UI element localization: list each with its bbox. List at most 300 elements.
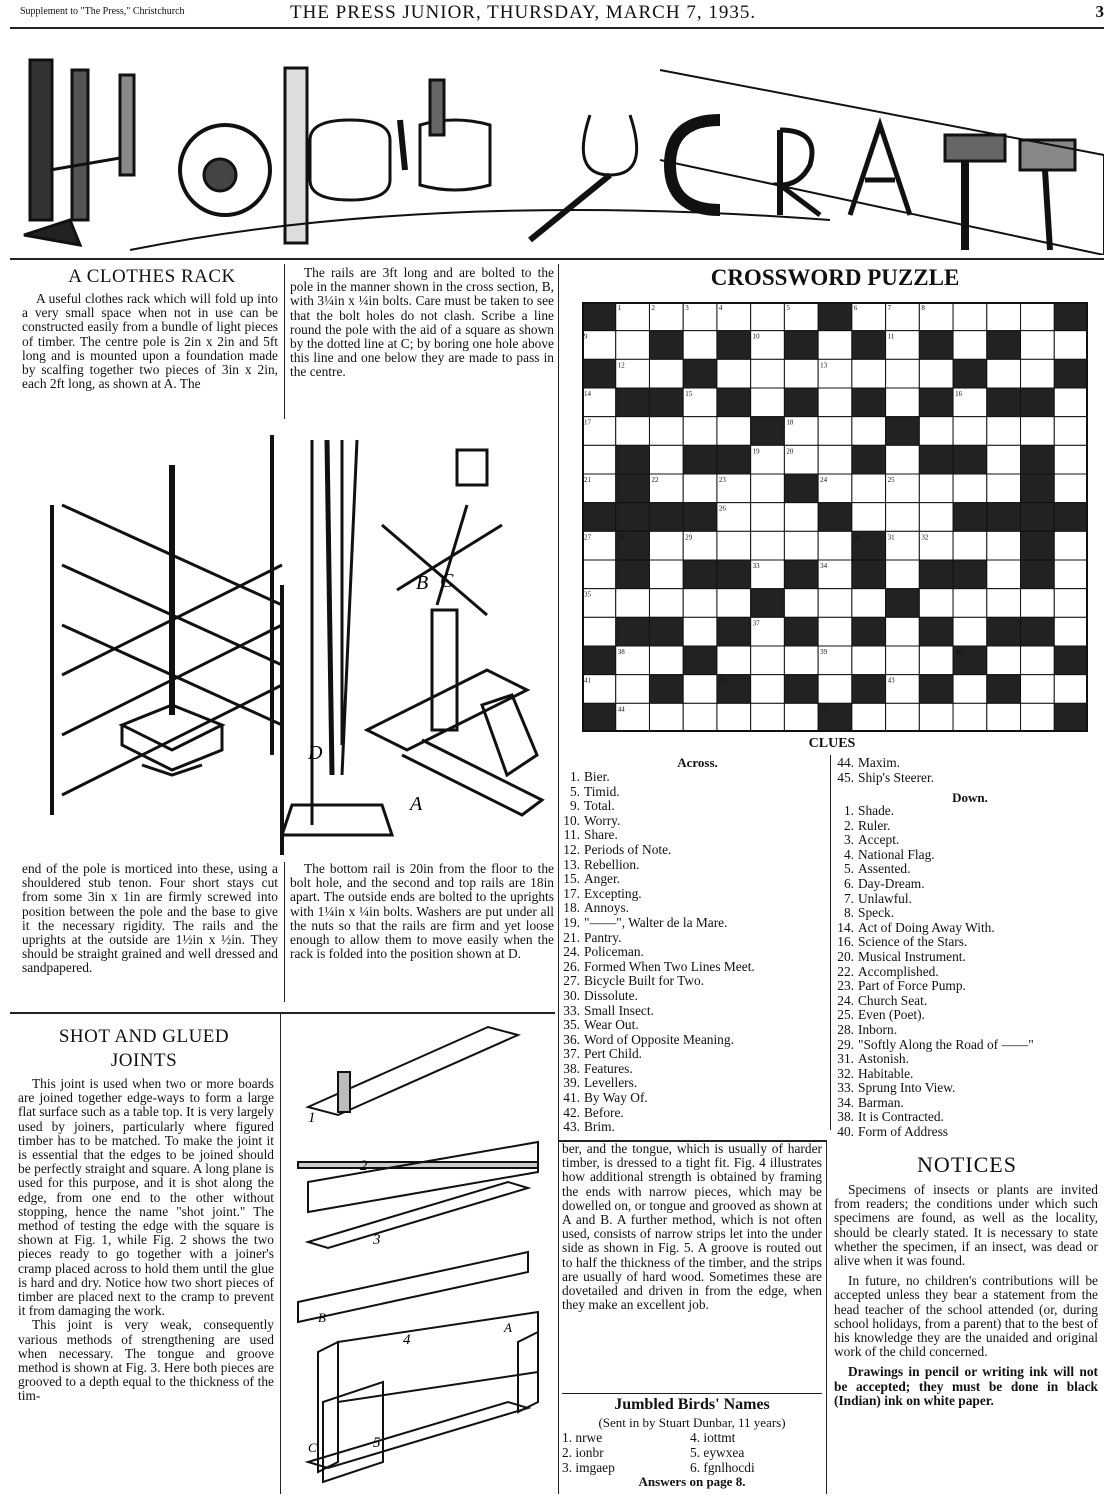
across-clue [558,887,823,902]
grid-cell[interactable] [784,646,818,675]
grid-cell[interactable] [1054,617,1088,646]
clue-text: Rebellion. [584,856,640,872]
crossword-grid [582,302,1088,732]
grid-cell[interactable] [852,589,886,618]
across-clue [558,901,823,916]
grid-cell[interactable] [1054,445,1088,474]
black-cell [852,388,886,417]
black-cell [818,302,852,331]
grid-cell[interactable] [1054,560,1088,589]
across-clue [558,1106,823,1121]
black-cell [1054,646,1088,675]
grid-cell[interactable] [953,589,987,618]
notices-paragraph-3: Drawings in pencil or writing ink will not be accepted; they must be done in black (Indian) ink on white paper. [834,1364,1098,1408]
down-clue [832,906,1102,921]
black-cell [818,503,852,532]
grid-cell[interactable] [717,531,751,560]
grid-cell[interactable] [784,589,818,618]
column-rule [284,264,285,419]
down-clue [832,950,1102,965]
grid-number: 37 [752,619,760,628]
grid-cell[interactable] [987,417,1021,446]
joints-paragraph-2: This joint is very weak, consequently various methods of strengthening are used when necessary. The tongue and groove method is shown at Fig. 3. Here both pieces are grooved to a depth equal to the thickness of the tim- [18,1317,274,1404]
section-rule [562,1393,822,1394]
jumbled-item-2: 2. ionbr [562,1445,604,1460]
fig-label-a: A [504,1320,512,1335]
across-clue [558,843,823,858]
grid-cell[interactable] [886,503,920,532]
clue-number: 28. [837,1021,854,1037]
clue-number: 19. [563,914,580,930]
grid-cell[interactable] [886,617,920,646]
black-cell [784,388,818,417]
black-cell [1054,359,1088,388]
joints-text-1 [18,1077,274,1404]
clue-number: 35. [563,1017,580,1033]
clue-number: 20. [837,948,854,964]
grid-cell[interactable] [751,703,785,732]
down-clue [832,892,1102,907]
across-clue [558,1091,823,1106]
clue-text: Part of Force Pump. [858,978,966,994]
grid-cell[interactable] [919,417,953,446]
grid-cell[interactable] [683,474,717,503]
clue-number: 43. [563,1119,580,1135]
black-cell [953,445,987,474]
clothes-rack-figure [22,425,556,855]
clue-text: Sprung Into View. [858,1080,956,1096]
grid-cell[interactable] [784,531,818,560]
grid-number: 4 [718,304,723,312]
grid-cell[interactable] [852,503,886,532]
grid-cell[interactable] [1021,675,1055,704]
clue-text: "——", Walter de la Mare. [584,914,728,930]
grid-cell[interactable] [987,589,1021,618]
fig-label-5: 5 [373,1435,381,1451]
grid-cell[interactable] [649,359,683,388]
black-cell [616,617,650,646]
grid-number: 3 [685,304,689,312]
grid-cell[interactable] [616,675,650,704]
grid-cell[interactable] [818,445,852,474]
black-cell [1054,503,1088,532]
clue-number: 1. [569,769,580,784]
grid-cell[interactable] [649,445,683,474]
grid-cell[interactable] [1021,359,1055,388]
grid-number: 42 [718,676,726,685]
black-cell [919,445,953,474]
clue-text: Brim. [584,1119,615,1135]
supplement-line: Supplement to "The Press," Christchurch [20,6,185,17]
grid-cell[interactable] [1054,417,1088,446]
notices-heading: NOTICES [917,1152,1017,1177]
header-rule [10,27,1104,29]
black-cell [649,675,683,704]
grid-cell[interactable] [1021,646,1055,675]
black-cell [683,359,717,388]
fig-label-a: A [410,793,423,815]
across-clue [558,1120,823,1135]
grid-number: 19 [752,447,760,456]
black-cell [751,589,785,618]
black-cell [852,560,886,589]
grid-number: 23 [718,476,726,484]
clue-text: Church Seat. [858,992,928,1008]
black-cell [1054,703,1088,732]
black-cell [649,388,683,417]
across-clue [558,960,823,975]
grid-cell[interactable] [751,474,785,503]
grid-cell[interactable] [1054,474,1088,503]
clue-text: Form of Address [858,1124,949,1140]
clue-text: Musical Instrument. [858,948,966,964]
grid-cell[interactable] [818,675,852,704]
clue-number: 39. [563,1075,580,1091]
grid-cell[interactable] [649,560,683,589]
banner-rule [10,258,1104,260]
grid-cell[interactable] [919,359,953,388]
down-clue [832,1125,1102,1140]
down-clue [832,1052,1102,1067]
hobbycraft-banner [10,30,1104,255]
clue-text: Annoys. [584,900,630,916]
grid-cell[interactable] [1021,703,1055,732]
down-clue [832,848,1102,863]
grid-cell[interactable] [852,359,886,388]
grid-cell[interactable] [1054,531,1088,560]
black-cell [1021,445,1055,474]
grid-cell[interactable] [1021,331,1055,360]
grid-number: 2 [651,304,655,312]
grid-cell[interactable] [717,359,751,388]
jumbled-heading: Jumbled Birds' Names [614,1396,770,1413]
clue-text: Accept. [858,832,900,848]
grid-cell[interactable] [987,474,1021,503]
grid-number: 45 [820,705,828,714]
black-cell [987,617,1021,646]
grid-number: 20 [786,447,794,456]
clue-number: 16. [837,934,854,950]
grid-cell[interactable] [852,703,886,732]
grid-cell[interactable] [987,646,1021,675]
clue-text: Inborn. [858,1021,898,1037]
clue-text: Small Insect. [584,1002,654,1018]
across-clue [558,770,823,785]
black-cell [784,560,818,589]
black-cell [852,617,886,646]
clue-text: Dissolute. [584,987,638,1003]
across-clue [558,945,823,960]
grid-number: 11 [887,332,895,341]
grid-number: 18 [786,418,794,427]
grid-cell[interactable] [1054,388,1088,417]
grid-cell[interactable] [818,417,852,446]
grid-number: 26 [718,504,726,513]
grid-cell[interactable] [953,531,987,560]
clothes-rack-text-4: The bottom rail is 20in from the floor to the bolt hole, and the second and top rails are 18in apart. The outside ends are bolted to the uprights with 1¼in x ¼in bolts. Washers are put under all the nuts so that the rails are firm and yet loose enough to allow them to move easily when the rack is folded into the position shown at D. [290,861,554,962]
clue-text: Science of the Stars. [858,934,968,950]
down-clue-list [832,804,1102,1140]
grid-cell[interactable] [852,417,886,446]
clue-text: Total. [584,798,615,814]
black-cell [717,617,751,646]
jumbled-item-5: 5. eywxea [690,1445,745,1460]
grid-cell[interactable] [919,589,953,618]
black-cell [987,503,1021,532]
grid-cell[interactable] [953,417,987,446]
clue-number: 17. [563,885,580,901]
down-clue [832,1096,1102,1111]
clue-text: Even (Poet). [858,1007,925,1023]
clue-text: Share. [584,827,618,843]
clue-text: Habitable. [858,1065,914,1081]
grid-cell[interactable] [683,675,717,704]
black-cell [1021,617,1055,646]
grid-number: 15 [685,390,693,398]
clue-number: 31. [837,1051,854,1067]
grid-number: 34 [820,562,828,570]
down-clue [832,994,1102,1009]
black-cell [582,503,616,532]
grid-cell[interactable] [649,646,683,675]
grid-cell[interactable] [987,703,1021,732]
grid-number: 9 [584,332,588,341]
down-clue [832,833,1102,848]
grid-cell[interactable] [683,703,717,732]
clue-text: Anger. [584,871,621,887]
clue-number: 36. [563,1031,580,1047]
jumbled-item-6: 6. fgnlhocdi [690,1460,755,1475]
grid-cell[interactable] [886,359,920,388]
clue-number: 23. [837,978,854,994]
grid-cell[interactable] [818,589,852,618]
black-cell [616,503,650,532]
grid-cell[interactable] [987,359,1021,388]
grid-cell[interactable] [1021,417,1055,446]
notices-paragraph-1: Specimens of insects or plants are invited from readers; the conditions under which such specimens are found, as well as the locality, should be clearly stated. It is necessary to state whether the specimen, if an insect, was dead or alive when it was found. [834,1182,1098,1269]
clue-number: 5. [843,861,854,877]
black-cell [852,331,886,360]
grid-cell[interactable] [784,503,818,532]
grid-cell[interactable] [953,675,987,704]
across-clue [558,931,823,946]
clue-text: Formed When Two Lines Meet. [584,958,755,974]
grid-cell[interactable] [886,560,920,589]
across-clue [558,828,823,843]
grid-cell[interactable] [953,617,987,646]
clue-text: Bicycle Built for Two. [584,973,705,989]
clue-number: 40. [837,1124,854,1140]
grid-cell[interactable] [886,445,920,474]
joints-heading-line2: JOINTS [110,1050,178,1071]
black-cell [987,388,1021,417]
grid-cell[interactable] [751,359,785,388]
clue-number: 11. [563,827,580,843]
clue-text: Bier. [584,769,610,784]
grid-cell[interactable] [919,503,953,532]
black-cell [1021,474,1055,503]
clue-text: Features. [584,1060,633,1076]
grid-number: 7 [887,304,892,312]
grid-cell[interactable] [649,589,683,618]
grid-cell[interactable] [717,589,751,618]
grid-cell[interactable] [717,703,751,732]
grid-cell[interactable] [751,675,785,704]
across-clue [558,1076,823,1091]
grid-cell[interactable] [683,617,717,646]
grid-cell[interactable] [818,331,852,360]
joints-heading-line1: SHOT AND GLUED [58,1026,230,1047]
clue-number: 12. [563,841,580,857]
grid-cell[interactable] [683,417,717,446]
fig-label-c: C [308,1440,317,1455]
grid-cell[interactable] [784,359,818,388]
column-rule [826,1140,827,1494]
grid-cell[interactable] [616,589,650,618]
clue-number: 26. [563,958,580,974]
grid-cell[interactable] [1021,589,1055,618]
grid-cell[interactable] [582,445,616,474]
down-heading: Down. [952,790,988,805]
grid-cell[interactable] [1021,302,1055,331]
black-cell [953,359,987,388]
grid-cell[interactable] [987,531,1021,560]
grid-cell[interactable] [818,388,852,417]
grid-cell[interactable] [649,703,683,732]
grid-cell[interactable] [751,388,785,417]
clue-column-rule [830,755,831,1130]
clue-number: 27. [563,973,580,989]
across-clue [558,858,823,873]
clothes-rack-text-1: A useful clothes rack which will fold up into a very small space when not in use can be constructed easily from a bundle of light pieces of timber. The centre pole is 2in x 2in and 5ft long and is mounted upon a foundation made by scalfing together two pieces of 3in x 2in, each 2ft long, as shown at A. The [22,291,278,392]
clue-text: Worry. [584,812,621,828]
grid-cell[interactable] [751,503,785,532]
black-cell [919,675,953,704]
grid-cell[interactable] [987,560,1021,589]
grid-cell[interactable] [683,331,717,360]
column-rule [284,862,285,1002]
clue-number: 44. [837,755,854,770]
across-clue-list-cont [832,756,1097,785]
grid-cell[interactable] [919,474,953,503]
clue-text: Wear Out. [584,1017,639,1033]
clue-number: 6. [843,875,854,891]
black-cell [683,445,717,474]
grid-cell[interactable] [987,302,1021,331]
grid-cell[interactable] [818,617,852,646]
grid-cell[interactable] [751,646,785,675]
across-clue-list [558,770,823,1135]
black-cell [886,589,920,618]
grid-number: 27 [584,533,591,542]
page-number: 3 [1095,2,1104,21]
black-cell [717,388,751,417]
grid-cell[interactable] [616,331,650,360]
clue-number: 32. [837,1065,854,1081]
across-clue [558,1004,823,1019]
clue-number: 18. [563,900,580,916]
grid-cell[interactable] [717,417,751,446]
clue-text: Timid. [584,783,620,799]
grid-cell[interactable] [649,417,683,446]
grid-number: 1 [617,304,622,312]
across-clue [558,799,823,814]
grid-cell[interactable] [784,703,818,732]
grid-cell[interactable] [1054,589,1088,618]
grid-cell[interactable] [852,474,886,503]
notices-text [834,1183,1098,1408]
grid-cell[interactable] [919,703,953,732]
grid-number: 32 [921,533,929,542]
grid-cell[interactable] [1054,331,1088,360]
grid-number: 17 [584,418,591,427]
clue-number: 33. [563,1002,580,1018]
black-cell [1021,560,1055,589]
clue-number: 22. [837,963,854,979]
clue-number: 2. [843,817,854,833]
grid-cell[interactable] [649,531,683,560]
grid-cell[interactable] [1054,675,1088,704]
black-cell [582,359,616,388]
grid-cell[interactable] [717,646,751,675]
grid-number: 24 [820,476,828,484]
grid-number: 14 [584,390,591,398]
joints-paragraph-1: This joint is used when two or more boards are joined together edge-ways to form a large flat surface such as a table top. It is very largely used by joiners, particularly where figured timber has to be matched. To make the joint it is essential that the edges to be joined should be perfectly straight and square. A long plane is used for this purpose, and it is shot along the edge, from one end to the other without stopping, hence the name "shot joint." The method of testing the edge with the square is shown at Fig. 1, while Fig. 2 shows the two pieces ready to go together with a joiner's cramp placed across to hold them until the glue is hard and dry. Notice how two short pieces of timber are placed next to the cramp to prevent it from damaging the work. [18,1076,274,1319]
across-clue [558,916,823,931]
grid-cell[interactable] [818,531,852,560]
jumbled-answers: Answers on page 8. [638,1474,746,1489]
grid-cell[interactable] [919,646,953,675]
clue-text: Ship's Steerer. [858,769,935,785]
grid-cell[interactable] [953,331,987,360]
clue-number: 29. [837,1036,854,1052]
black-cell [683,646,717,675]
grid-cell[interactable] [616,417,650,446]
clue-number: 13. [563,856,580,872]
across-clue [558,785,823,800]
black-cell [987,675,1021,704]
crossword-title: CROSSWORD PUZZLE [710,265,960,290]
clue-number: 14. [837,919,854,935]
grid-cell[interactable] [582,617,616,646]
grid-cell[interactable] [683,589,717,618]
clue-text: Pert Child. [584,1046,643,1062]
grid-cell[interactable] [751,531,785,560]
grid-cell[interactable] [751,302,785,331]
grid-cell[interactable] [953,302,987,331]
clue-text: Shade. [858,803,895,818]
clue-number: 37. [563,1046,580,1062]
grid-cell[interactable] [886,388,920,417]
clue-text: Assented. [858,861,911,877]
down-clue [832,1110,1102,1125]
across-clue [832,756,1097,771]
clue-text: Before. [584,1104,624,1120]
grid-cell[interactable] [582,560,616,589]
clue-text: Ruler. [858,817,891,833]
across-heading: Across. [677,755,718,770]
grid-cell[interactable] [987,445,1021,474]
grid-cell[interactable] [953,703,987,732]
grid-cell[interactable] [886,703,920,732]
jumbled-item-4: 4. iottmt [690,1430,736,1445]
down-clue [832,1038,1102,1053]
down-clue [832,965,1102,980]
black-cell [717,331,751,360]
grid-cell[interactable] [852,646,886,675]
grid-cell[interactable] [953,474,987,503]
grid-cell[interactable] [886,646,920,675]
